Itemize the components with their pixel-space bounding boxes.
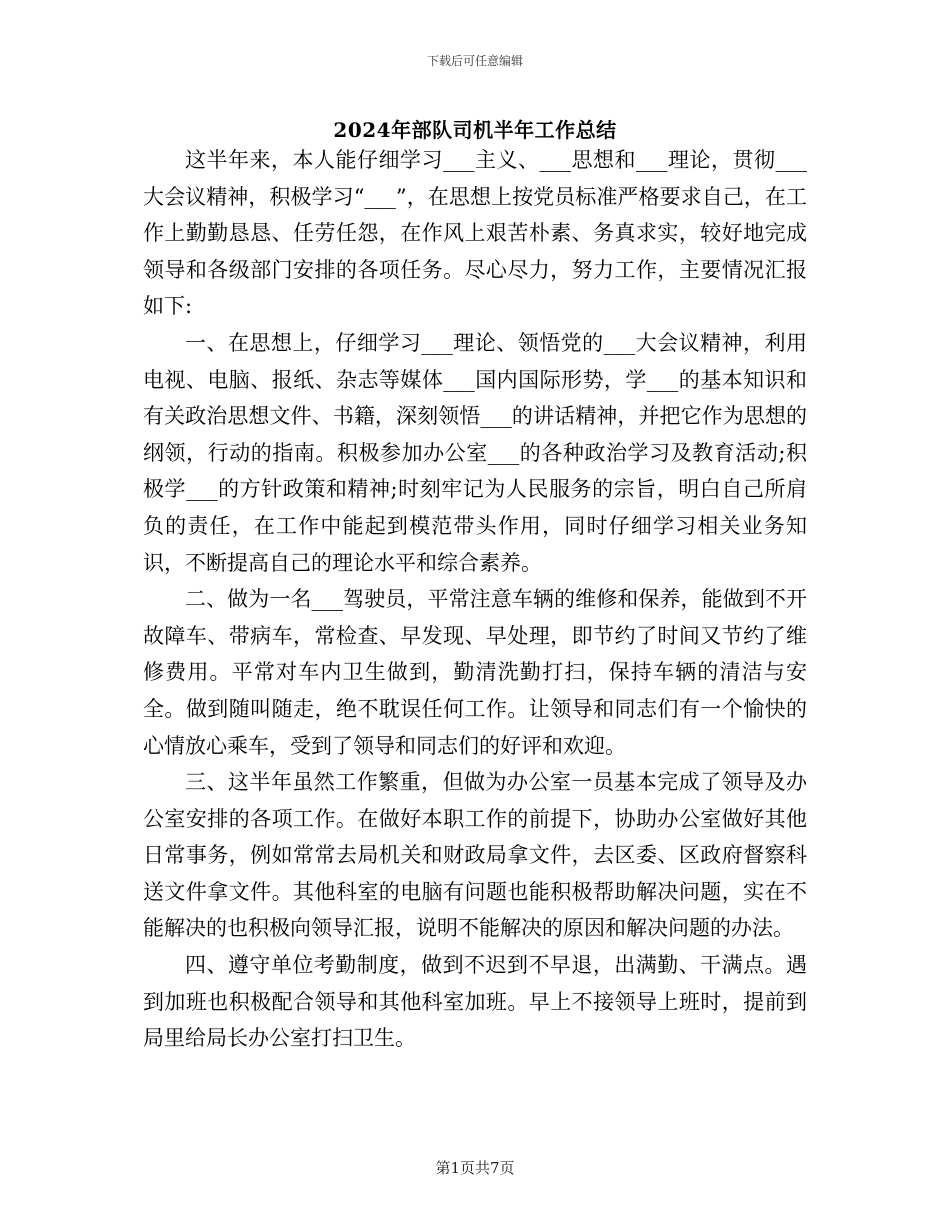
- paragraph-3: 三、这半年虽然工作繁重，但做为办公室一员基本完成了领导及办公室安排的各项工作。在做好本职工作的前提下，协助办公室做好其他日常事务，例如常常去局机关和财政局拿文件，去区委、区政府督察科送文件拿文件。其他科室的电脑有问题也能积极帮助解决问题，实在不能解决的也积极向领导汇报，说明不能解决的原因和解决问题的办法。: [143, 770, 807, 941]
- paragraph-intro: 这半年来，本人能仔细学习___主义、___思想和___理论，贯彻___大会议精神，积极学习“___”，在思想上按党员标准严格要求自己，在工作上勤勤恳恳、任劳任怨，在作风上艰苦朴素、务真求实，较好地完成领导和各级部门安排的各项任务。尽心尽力，努力工作，主要情况汇报如下:: [143, 148, 807, 319]
- header-note: 下载后可任意编辑: [426, 54, 523, 68]
- document-body: [143, 142, 807, 1057]
- page-number-footer: 第1页共7页: [435, 1159, 515, 1177]
- document-title: 2024年部队司机半年工作总结: [333, 118, 617, 142]
- paragraph-4: 四、遵守单位考勤制度，做到不迟到不早退，出满勤、干满点。遇到加班也积极配合领导和其他科室加班。早上不接领导上班时，提前到局里给局长办公室打扫卫生。: [143, 953, 807, 1051]
- paragraph-2: 二、做为一名___驾驶员，平常注意车辆的维修和保养，能做到不开故障车、带病车，常检查、早发现、早处理，即节约了时间又节约了维修费用。平常对车内卫生做到，勤清洗勤打扫，保持车辆的清洁与安全。做到随叫随走，绝不耽误任何工作。让领导和同志们有一个愉快的心情放心乘车，受到了领导和同志们的好评和欢迎。: [143, 587, 807, 758]
- paragraph-1: 一、在思想上，仔细学习___理论、领悟党的___大会议精神，利用电视、电脑、报纸、杂志等媒体___国内国际形势，学___的基本知识和有关政治思想文件、书籍，深刻领悟___的讲话精神，并把它作为思想的纲领，行动的指南。积极参加办公室___的各种政治学习及教育活动;积极学___的方针政策和精神;时刻牢记为人民服务的宗旨，明白自己所肩负的责任，在工作中能起到模范带头作用，同时仔细学习相关业务知识，不断提高自己的理论水平和综合素养。: [143, 330, 807, 575]
